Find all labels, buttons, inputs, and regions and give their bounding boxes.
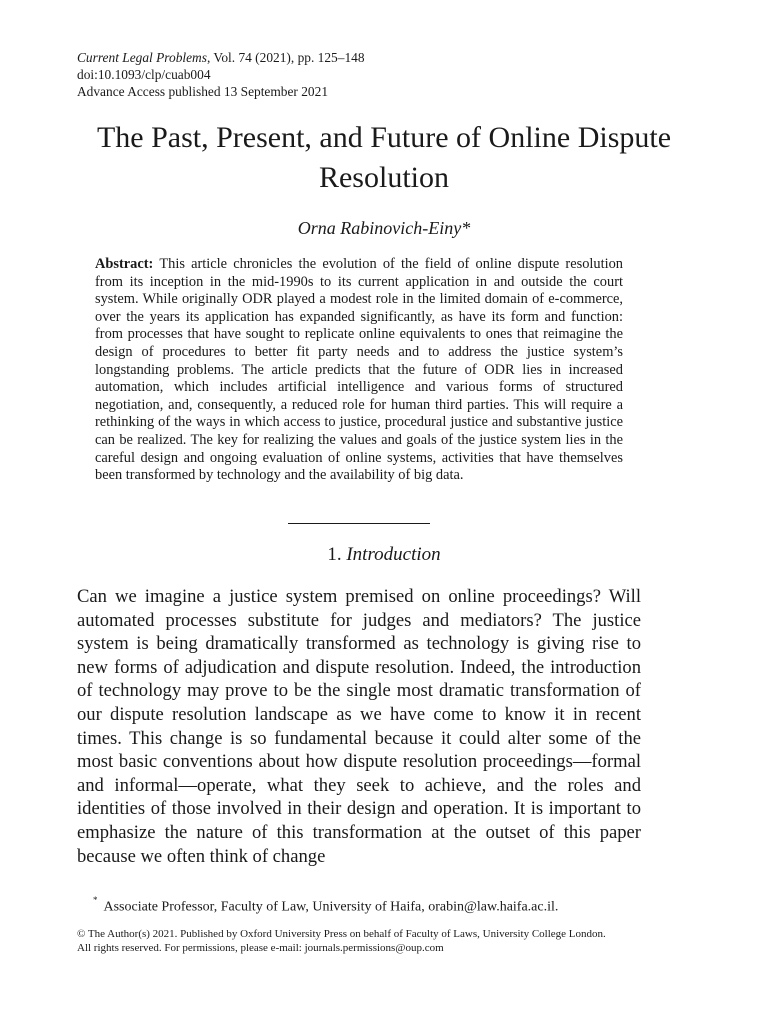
footnote-marker: * [93,895,98,905]
citation-line [77,49,365,66]
abstract-text: This article chronicles the evolution of the field of online dispute resolution from its inception in the mid-1990s to its current application in and outside the court system. While originally ODR played a modest role in the limited domain of e-commerce, over the years its application has expanded significantly, as have its form and function: from processes that have sought to replicate online equivalents to ones that reimagine the design of procedures to better fit party needs and to address the justice system’s longstanding problems. The article predicts that the future of ODR lies in increased automation, which includes artificial intelligence and various forms of structured negotiation, and, consequently, a reduced role for human third parties. This will require a rethinking of the ways in which access to justice, procedural justice and substantive justice can be realized. The key for realizing the values and goals of the justice system lies in the careful design and ongoing evaluation of online systems, activities that have themselves been transformed by technology and the availability of big data. [95,256,623,484]
footnote-text: Associate Professor, Faculty of Law, University of Haifa, orabin@law.haifa.ac.il. [103,899,559,915]
advance-access-line: Advance Access published 13 September 2021 [77,84,329,99]
section-divider [288,523,430,524]
citation-details: , Vol. 74 (2021), pp. 125–148 [206,50,365,65]
body-paragraph: Can we imagine a justice system premised on online proceedings? Will automated processes substitute for judges and mediators? The justice system is being dramatically transformed as technology is giving rise to new forms of adjudication and dispute resolution. Indeed, the introduction of technology may prove to be the single most dramatic transformation of our dispute resolution landscape as we have come to know it in recent times. This change is so fundamental because it could alter some of the most basic conventions about how dispute resolution proceedings—formal and informal—operate, what they seek to achieve, and the roles and identities of those involved in their design and operation. It is important to emphasize the nature of this transformation at the outset of this paper because we often think of change [77,586,641,867]
author-name: Orna Rabinovich-Einy* [297,218,471,238]
article-header [77,49,365,100]
copyright-line-2: All rights reserved. For permissions, please e-mail: journals.permissions@oup.com [77,941,444,954]
doi-line: doi:10.1093/clp/cuab004 [77,67,211,82]
abstract [95,256,623,485]
article-title: The Past, Present, and Future of Online Dispute Resolution [96,121,672,194]
section-title: Introduction [346,544,441,565]
section-number: 1. [327,544,342,565]
abstract-label: Abstract: [95,256,154,272]
section-heading [0,543,768,567]
footnote [93,893,653,917]
copyright-notice [77,928,677,955]
copyright-line-1: © The Author(s) 2021. Published by Oxford University Press on behalf of Faculty of Laws, University College London. [77,928,606,940]
journal-name: Current Legal Problems [77,50,207,65]
